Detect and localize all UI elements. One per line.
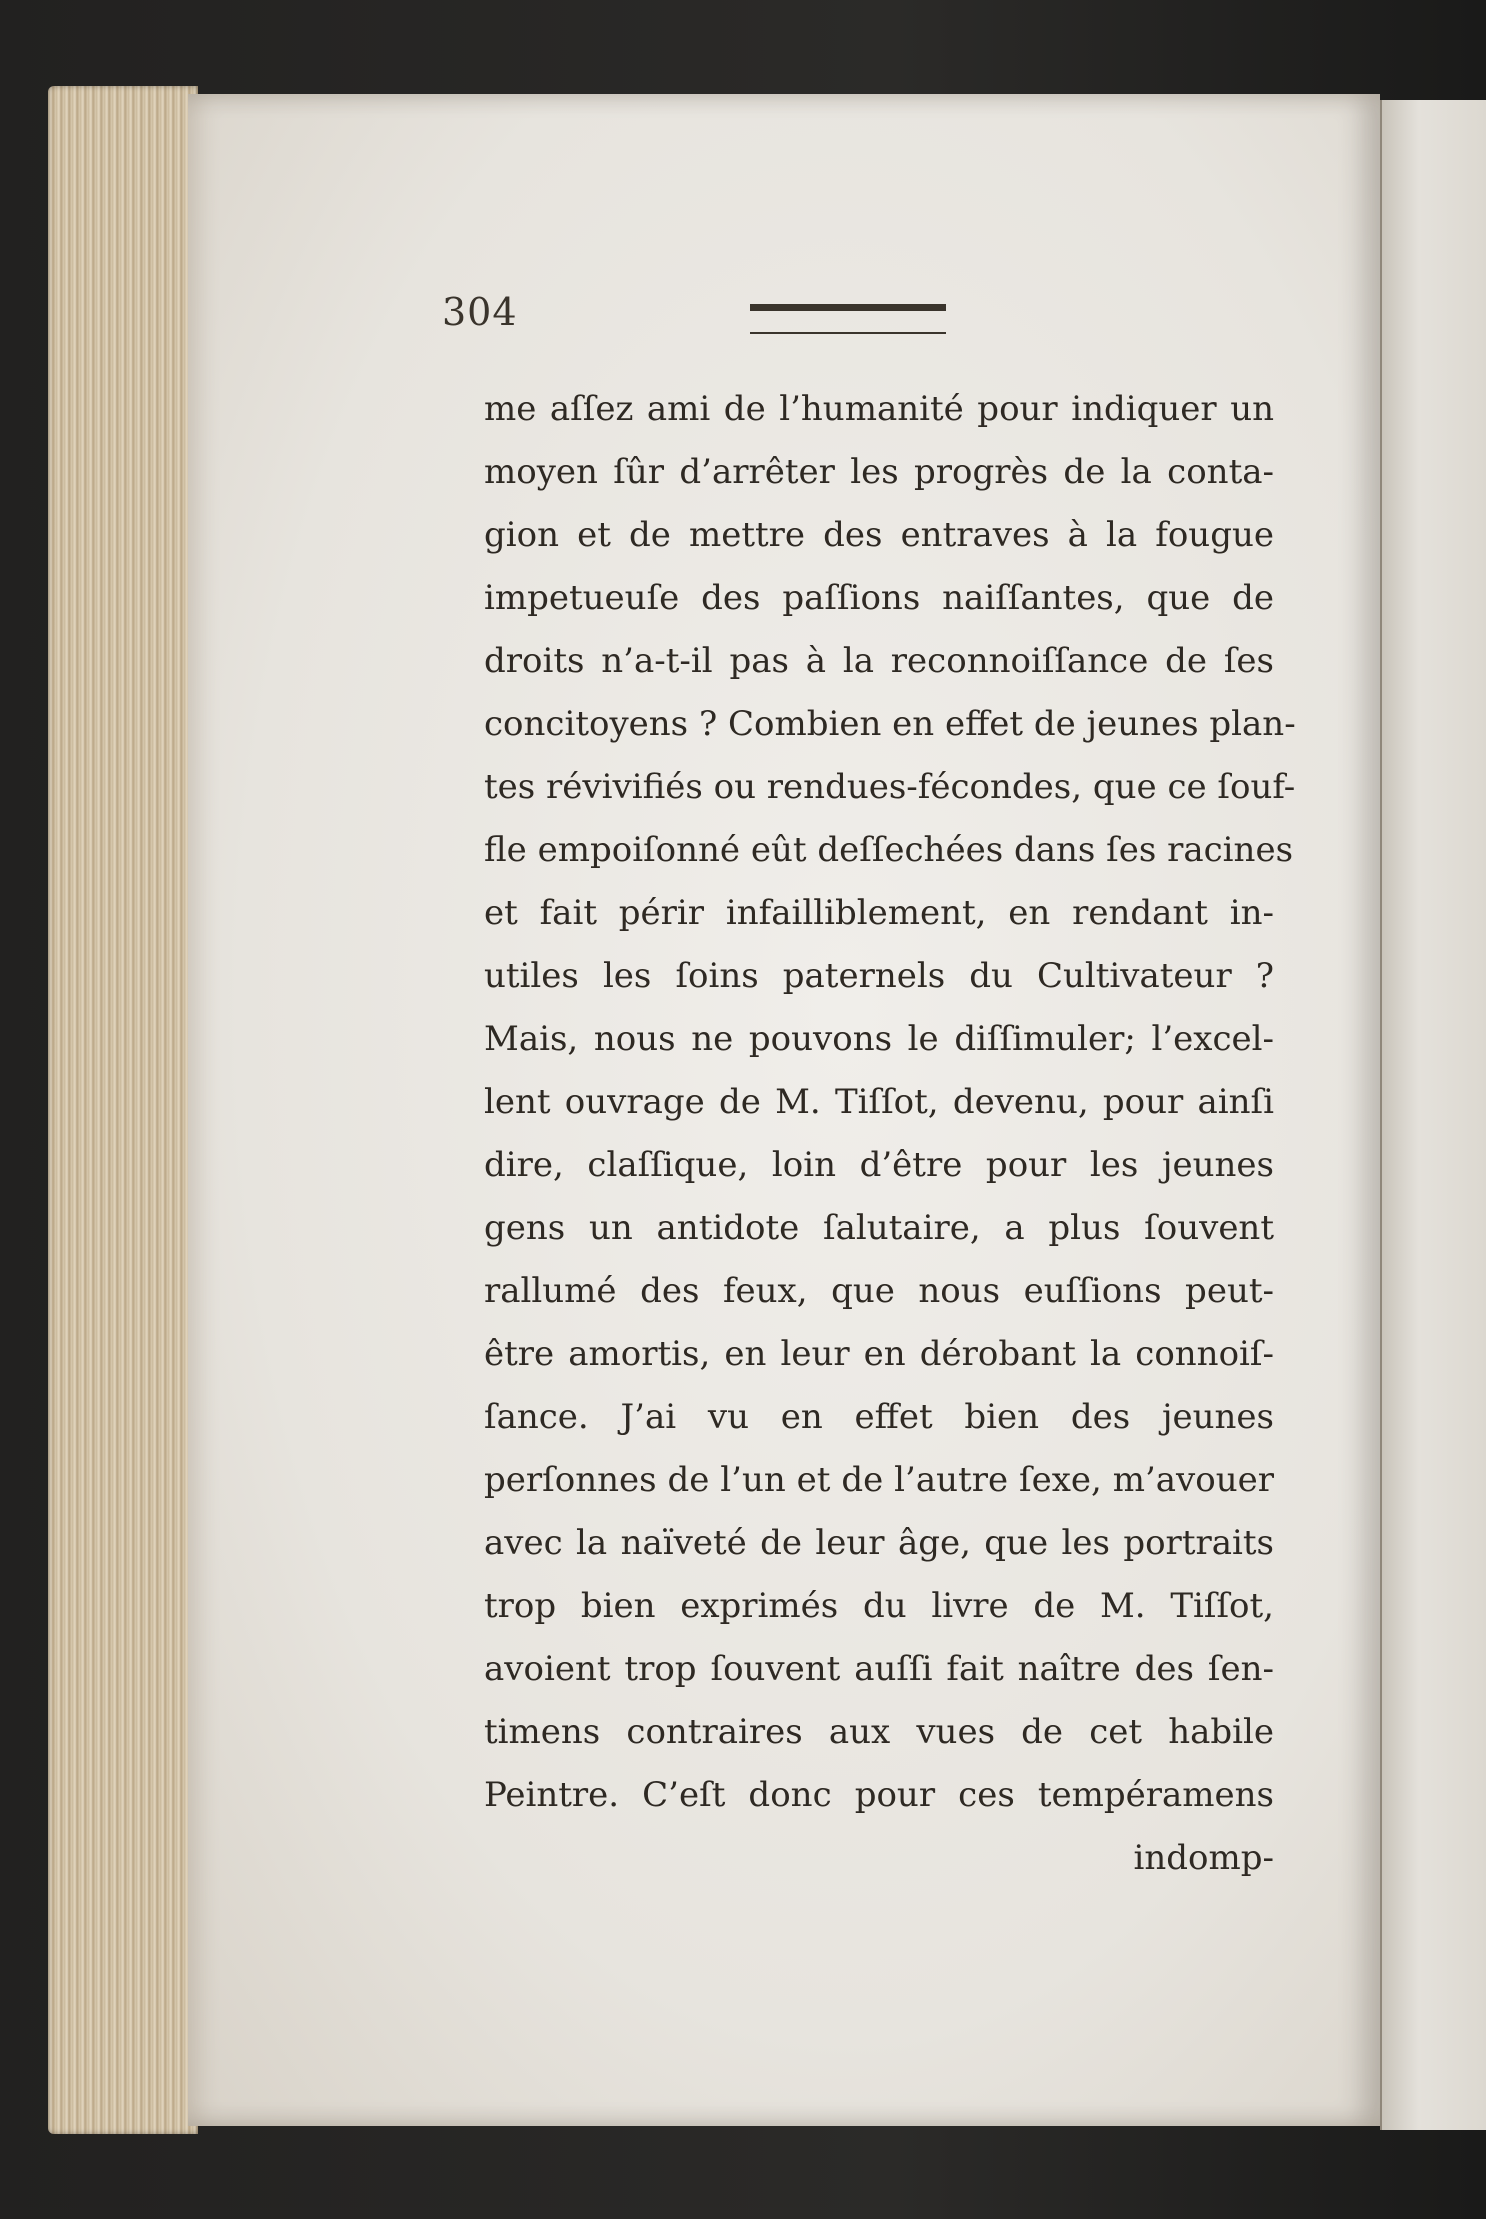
text-line: gion et de mettre des entraves à la fougue xyxy=(484,515,1274,555)
catchword: indomp- xyxy=(1133,1838,1274,1878)
header-rule-thick xyxy=(750,304,946,311)
text-line: droits n’a-t-il pas à la reconnoiſſance de ſes xyxy=(484,641,1274,681)
text-line: perſonnes de l’un et de l’autre ſexe, m’avouer xyxy=(484,1460,1274,1500)
text-line: rallumé des feux, que nous euſſions peut- xyxy=(484,1271,1274,1311)
text-line: lent ouvrage de M. Tiſſot, devenu, pour ainſi xyxy=(484,1082,1274,1122)
facing-page-edge xyxy=(1380,100,1486,2130)
page-number: 304 xyxy=(442,290,518,334)
text-line: fle empoiſonné eût deſſechées dans ſes racines xyxy=(484,830,1294,870)
text-line: Mais, nous ne pouvons le diſſimuler; l’excel- xyxy=(484,1019,1274,1059)
text-line: impetueuſe des paſſions naiſſantes, que de xyxy=(484,578,1274,618)
text-line: ſance. J’ai vu en effet bien des jeunes xyxy=(484,1397,1274,1437)
text-line: moyen ſûr d’arrêter les progrès de la conta- xyxy=(484,452,1274,492)
text-line: Peintre. C’eſt donc pour ces tempéramens xyxy=(484,1775,1274,1815)
text-line: et fait périr infailliblement, en rendant in- xyxy=(484,893,1274,933)
text-line: concitoyens ? Combien en effet de jeunes plan- xyxy=(484,704,1296,744)
text-line: avec la naïveté de leur âge, que les portraits xyxy=(484,1523,1274,1563)
text-line: gens un antidote ſalutaire, a plus ſouvent xyxy=(484,1208,1274,1248)
text-line: tes révivifiés ou rendues-fécondes, que ce ſouf- xyxy=(484,767,1296,807)
text-line: avoient trop ſouvent auſſi fait naître des ſen- xyxy=(484,1649,1274,1689)
body-text xyxy=(484,378,1296,1890)
text-line: dire, claſſique, loin d’être pour les jeunes xyxy=(484,1145,1274,1185)
text-line: trop bien exprimés du livre de M. Tiſſot, xyxy=(484,1586,1274,1626)
text-line: être amortis, en leur en dérobant la connoiſ- xyxy=(484,1334,1274,1374)
text-line: utiles les ſoins paternels du Cultivateur ? xyxy=(484,956,1274,996)
text-line: timens contraires aux vues de cet habile xyxy=(484,1712,1274,1752)
text-line: me aſſez ami de l’humanité pour indiquer un xyxy=(484,389,1274,429)
header-rule-thin xyxy=(750,332,946,334)
page-edges xyxy=(48,86,198,2134)
